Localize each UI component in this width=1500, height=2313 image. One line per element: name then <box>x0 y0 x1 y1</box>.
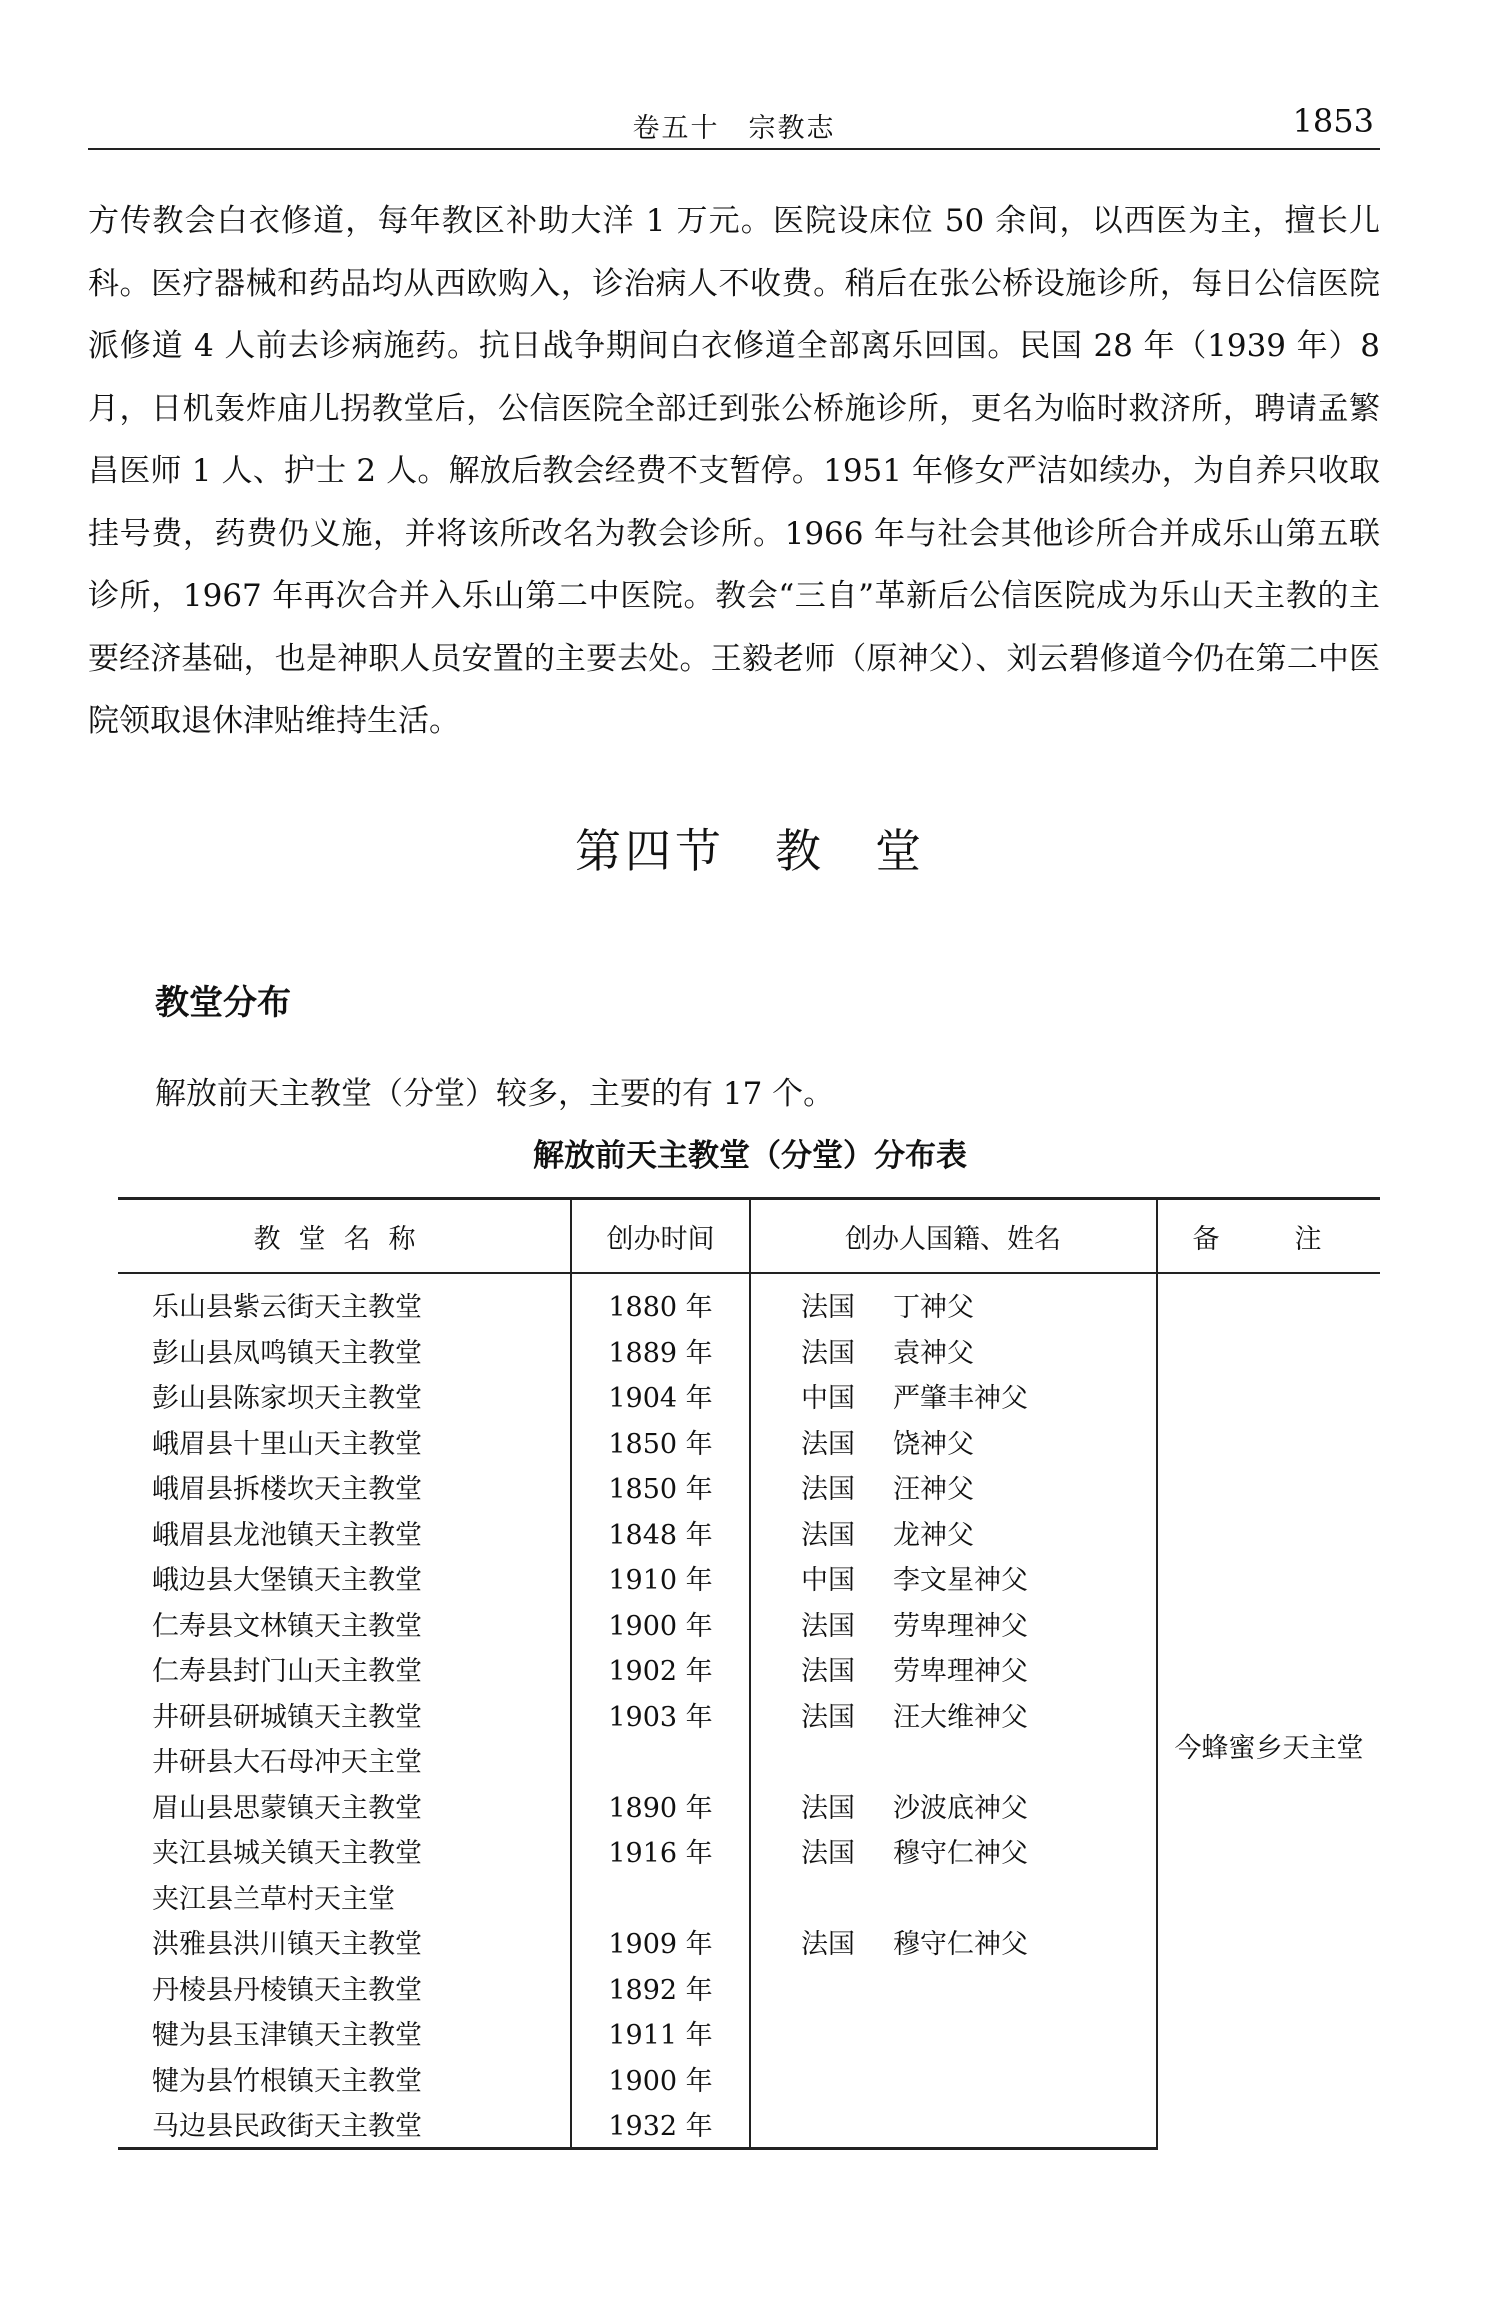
table-row <box>118 1273 1380 1328</box>
cell-church-name: 乐山县紫云街天主教堂 <box>152 1292 422 1324</box>
founder-nationality: 法国 <box>801 1292 855 1324</box>
cell-church-name: 彭山县陈家坝天主教堂 <box>152 1383 422 1415</box>
table-body <box>118 1273 1380 2148</box>
header-founded-year: 创办时间 <box>571 1199 750 1274</box>
cell-founder <box>750 1692 1157 1738</box>
founder-nationality: 法国 <box>801 1838 855 1870</box>
cell-founded-year: 1902 年 <box>571 1646 750 1692</box>
remark-note: 今蜂蜜乡天主堂 <box>1174 1732 1364 1764</box>
cell-founded-year: 1890 年 <box>571 1783 750 1829</box>
cell-remarks <box>1157 1273 1380 2148</box>
subheading: 教堂分布 <box>155 983 291 1023</box>
cell-founder <box>750 1737 1157 1783</box>
cell-founded-year: 1910 年 <box>571 1555 750 1601</box>
cell-founder <box>750 1464 1157 1510</box>
cell-founded-year: 1911 年 <box>571 2010 750 2056</box>
founder-nationality: 法国 <box>801 1474 855 1506</box>
cell-founded-year: 1850 年 <box>571 1464 750 1510</box>
cell-church-name: 峨眉县龙池镇天主教堂 <box>152 1519 422 1551</box>
cell-church-name: 夹江县城关镇天主教堂 <box>152 1838 422 1870</box>
founder-name: 丁神父 <box>893 1292 974 1324</box>
table-header-row <box>118 1199 1380 1274</box>
cell-founded-year: 1903 年 <box>571 1692 750 1738</box>
header-remarks: 备 注 <box>1157 1199 1380 1274</box>
founder-name: 严肇丰神父 <box>893 1383 1028 1415</box>
founder-name: 袁神父 <box>893 1337 974 1369</box>
cell-founder <box>750 1601 1157 1647</box>
cell-founder <box>750 1419 1157 1465</box>
cell-founder <box>750 1273 1157 1328</box>
cell-founded-year <box>571 1874 750 1920</box>
founder-nationality: 法国 <box>801 1337 855 1369</box>
cell-founded-year <box>571 1737 750 1783</box>
cell-church-name: 夹江县兰草村天主堂 <box>152 1883 395 1915</box>
header-founder: 创办人国籍、姓名 <box>750 1199 1157 1274</box>
cell-founded-year: 1900 年 <box>571 2056 750 2102</box>
founder-name: 汪神父 <box>893 1474 974 1506</box>
founder-name: 劳卑理神父 <box>893 1610 1028 1642</box>
cell-church-name: 峨眉县拆楼坎天主教堂 <box>152 1474 422 1506</box>
founder-name: 劳卑理神父 <box>893 1656 1028 1688</box>
cell-church-name: 犍为县竹根镇天主教堂 <box>152 2065 422 2097</box>
cell-founder <box>750 1919 1157 1965</box>
cell-church-name: 马边县民政街天主教堂 <box>118 2101 571 2148</box>
cell-founded-year: 1880 年 <box>571 1273 750 1328</box>
cell-founder <box>750 1328 1157 1374</box>
cell-founder <box>750 1555 1157 1601</box>
cell-church-name: 峨边县大堡镇天主教堂 <box>152 1565 422 1597</box>
cell-church-name: 眉山县思蒙镇天主教堂 <box>152 1792 422 1824</box>
founder-nationality: 法国 <box>801 1428 855 1460</box>
cell-church-name: 井研县大石母冲天主堂 <box>152 1747 422 1779</box>
table-title: 解放前天主教堂（分堂）分布表 <box>533 1138 967 1174</box>
cell-founder <box>750 2101 1157 2148</box>
page-header <box>88 88 1380 150</box>
founder-nationality: 法国 <box>801 1792 855 1824</box>
cell-founder <box>750 1646 1157 1692</box>
cell-founder <box>750 1373 1157 1419</box>
cell-founded-year: 1848 年 <box>571 1510 750 1556</box>
cell-church-name: 丹棱县丹棱镇天主教堂 <box>152 1974 422 2006</box>
cell-church-name: 洪雅县洪川镇天主教堂 <box>152 1929 422 1961</box>
cell-church-name: 仁寿县封门山天主教堂 <box>152 1656 422 1688</box>
founder-name: 龙神父 <box>893 1519 974 1551</box>
founder-nationality: 法国 <box>801 1519 855 1551</box>
section-title: 第四节 教 堂 <box>575 824 925 878</box>
founder-nationality: 法国 <box>801 1701 855 1733</box>
founder-nationality: 中国 <box>801 1383 855 1415</box>
cell-founded-year: 1916 年 <box>571 1828 750 1874</box>
running-title: 卷五十 宗教志 <box>632 113 836 144</box>
page-number: 1853 <box>1292 102 1374 140</box>
header-church-name: 教堂名称 <box>118 1199 571 1274</box>
cell-church-name: 犍为县玉津镇天主教堂 <box>152 2020 422 2052</box>
founder-nationality: 法国 <box>801 1610 855 1642</box>
cell-founded-year: 1850 年 <box>571 1419 750 1465</box>
cell-founder <box>750 2010 1157 2056</box>
founder-name: 李文星神父 <box>893 1565 1028 1597</box>
cell-founder <box>750 1828 1157 1874</box>
cell-founder <box>750 1874 1157 1920</box>
founder-name: 穆守仁神父 <box>893 1838 1028 1870</box>
cell-founded-year: 1889 年 <box>571 1328 750 1374</box>
cell-founder <box>750 2056 1157 2102</box>
cell-church-name: 峨眉县十里山天主教堂 <box>152 1428 422 1460</box>
cell-church-name: 仁寿县文林镇天主教堂 <box>152 1610 422 1642</box>
cell-church-name: 井研县研城镇天主教堂 <box>152 1701 422 1733</box>
founder-name: 沙波底神父 <box>893 1792 1028 1824</box>
cell-founded-year: 1909 年 <box>571 1919 750 1965</box>
cell-founder <box>750 1783 1157 1829</box>
cell-founded-year: 1892 年 <box>571 1965 750 2011</box>
founder-name: 饶神父 <box>893 1428 974 1460</box>
cell-founded-year: 1932 年 <box>571 2101 750 2148</box>
founder-name: 穆守仁神父 <box>893 1929 1028 1961</box>
cell-founded-year: 1900 年 <box>571 1601 750 1647</box>
body-paragraph: 方传教会白衣修道，每年教区补助大洋 1 万元。医院设床位 50 余间，以西医为主，擅长儿科。医疗器械和药品均从西欧购入，诊治病人不收费。稍后在张公桥设施诊所，每日公信医院派修道 4 人前去诊病施药。抗日战争期间白衣修道全部离乐回国。民国 28 年（1939 年）8 月，日机轰炸庙儿拐教堂后，公信医院全部迁到张公桥施诊所，更名为临时救济所，聘请孟繁昌医师 1 人、护士 2 人。解放后教会经费不支暂停。1951 年修女严洁如续办，为自养只收取挂号费，药费仍义施，并将该所改名为教会诊所。1966 年与社会其他诊所合并成乐山第五联诊所，1967 年再次合并入乐山第二中医院。教会“三自”革新后公信医院成为乐山天主教的主要经济基础，也是神职人员安置的主要去处。王毅老师（原神父）、刘云碧修道今仍在第二中医院领取退休津贴维持生活。 <box>88 203 1380 739</box>
cell-founder <box>750 1965 1157 2011</box>
founder-name: 汪大维神父 <box>893 1701 1028 1733</box>
founder-nationality: 中国 <box>801 1565 855 1597</box>
founder-nationality: 法国 <box>801 1656 855 1688</box>
cell-founder <box>750 1510 1157 1556</box>
intro-text: 解放前天主教堂（分堂）较多，主要的有 17 个。 <box>155 1076 835 1112</box>
cell-founded-year: 1904 年 <box>571 1373 750 1419</box>
founder-nationality: 法国 <box>801 1929 855 1961</box>
church-table <box>118 1197 1380 2150</box>
cell-church-name: 彭山县凤鸣镇天主教堂 <box>152 1337 422 1369</box>
